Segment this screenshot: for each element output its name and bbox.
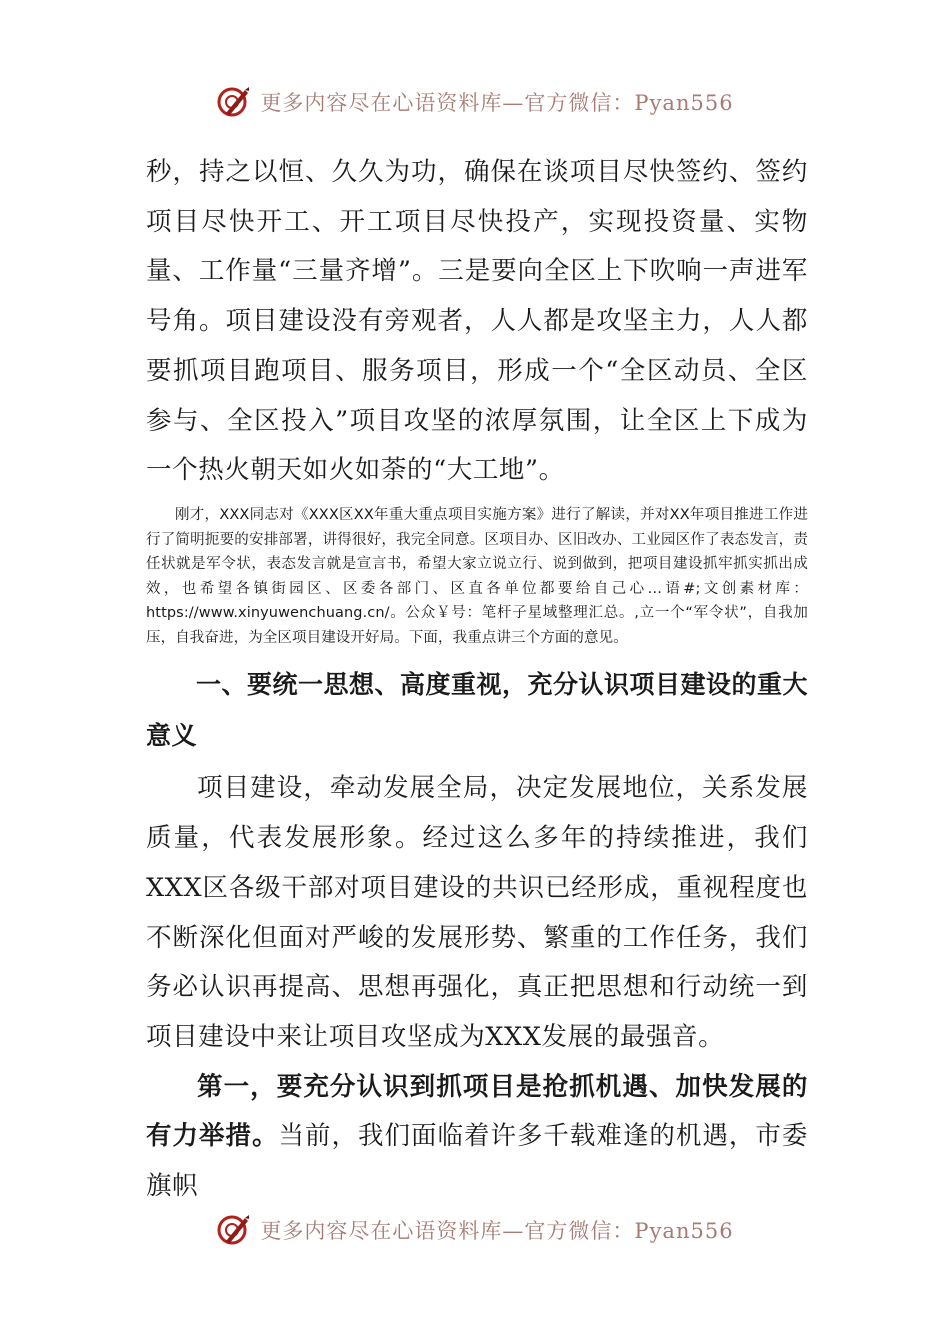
watermark-banner-bottom (0, 1210, 950, 1250)
pen-seal-logo-icon (216, 85, 250, 119)
watermark-banner-top (0, 82, 950, 122)
watermark-text: 更多内容尽在心语资料库—官方微信：Pyan556 (260, 1219, 734, 1243)
point-one-text: 当前，我们面临着许多千载难逢的机遇，市委旗帜 (146, 1121, 808, 1202)
document-body (146, 148, 808, 1212)
watermark-text: 更多内容尽在心语资料库—官方微信：Pyan556 (260, 91, 734, 115)
paragraph-point-one (146, 1063, 808, 1212)
paragraph-section1-intro: 项目建设，牵动发展全局，决定发展地位，关系发展质量，代表发展形象。经过这么多年的持续推进，我们XXX区各级干部对项目建设的共识已经形成，重视程度也不断深化但面对严峻的发展形势、繁重的工作任务，我们务必认识再提高、思想再强化，真正把思想和行动统一到项目建设中来让项目攻坚成为XXX发展的最强音。 (146, 773, 808, 1052)
pen-seal-logo-icon (216, 1213, 250, 1247)
paragraph-small-print: 刚才，XXX同志对《XXX区XX年重大重点项目实施方案》进行了解读，并对XX年项目推进工作进行了简明扼要的安排部署，讲得很好，我完全同意。区项目办、区旧改办、工业园区作了表态发言，责任状就是军令状，表态发言就是宣言书，希望大家立说立行、说到做到，把项目建设抓牢抓实抓出成效，也希望各镇街园区、区委各部门、区直各单位都要给自己心…语#;文创素材库：https://www.xinyuwenchuang.cn/。公众￥号：笔杆子星域整理汇总。,立一个“军令状”，自我加压，自我奋进，为全区项目建设开好局。下面，我重点讲三个方面的意见。 (146, 506, 808, 646)
paragraph-continuation: 秒，持之以恒、久久为功，确保在谈项目尽快签约、签约项目尽快开工、开工项目尽快投产，实现投资量、实物量、工作量“三量齐增”。三是要向全区上下吹响一声进军号角。项目建设没有旁观者，人人都是攻坚主力，人人都要抓项目跑项目、服务项目，形成一个“全区动员、全区参与、全区投入”项目攻坚的浓厚氛围，让全区上下成为一个热火朝天如火如荼的“大工地”。 (146, 157, 808, 486)
section-heading-1: 一、要统一思想、高度重视，充分认识项目建设的重大意义 (146, 670, 809, 751)
point-one-lead: 第一，要充分认识到抓项目是抢抓机遇、加快发展的有力举措。 (146, 1071, 808, 1152)
